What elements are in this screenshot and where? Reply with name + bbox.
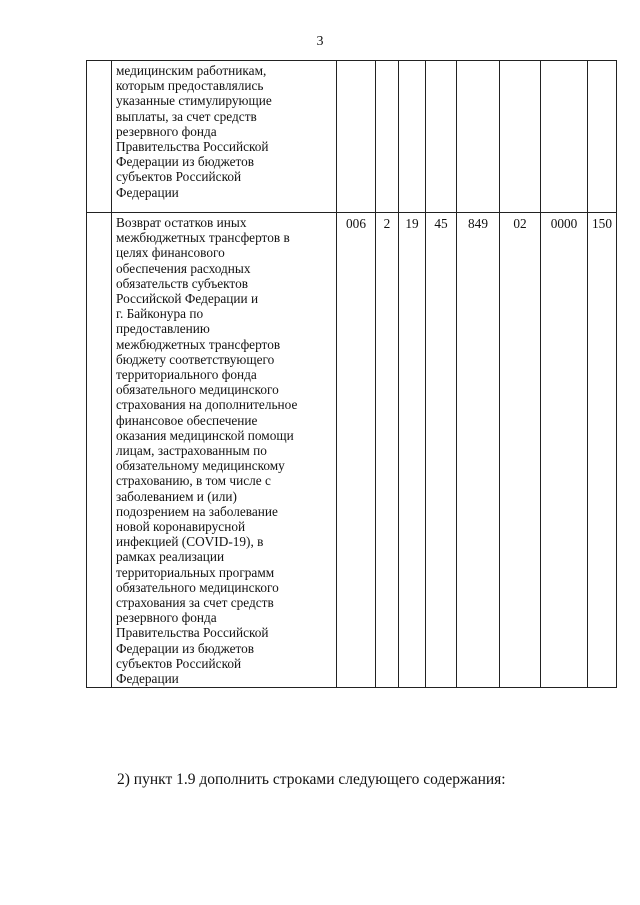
table-cell-code: 02 (500, 213, 541, 688)
description-line: Возврат остатков иных (116, 215, 247, 230)
description-line: резервного фонда (116, 610, 217, 626)
table-cell-code: 0000 (541, 213, 588, 688)
description-line: лицам, застрахованным по (116, 443, 267, 459)
table-cell-code (337, 61, 376, 213)
description-line: обязательному медицинскому (116, 458, 285, 474)
description-line: предоставлению (116, 321, 210, 337)
description-line: Правительства Российской (116, 625, 269, 641)
description-line: подозрением на заболевание (116, 503, 278, 519)
description-line: территориального фонда (116, 367, 257, 383)
description-line: субъектов Российской (116, 655, 242, 671)
description-line: территориальных программ (116, 564, 275, 580)
description-line: межбюджетных трансфертов в (116, 230, 290, 246)
description-line: обязательств субъектов (116, 275, 248, 291)
page-number: 3 (316, 34, 324, 49)
table-cell-code (500, 61, 541, 213)
description-line: резервного фонда (116, 123, 217, 139)
table-cell-code: 150 (588, 213, 617, 688)
description-line: Федерации из бюджетов (116, 154, 255, 170)
table-cell-empty (87, 61, 112, 213)
description-line: медицинским работникам, (116, 63, 267, 78)
description-line: рамках реализации (116, 549, 225, 565)
description-line: Федерации (116, 671, 179, 687)
description-line: страхования на дополнительное (116, 397, 298, 413)
description-line: обязательного медицинского (116, 382, 279, 398)
table-cell-code (426, 61, 457, 213)
table-cell-code (541, 61, 588, 213)
table-cell-code (588, 61, 617, 213)
table-cell-code: 2 (376, 213, 399, 688)
description-line: межбюджетных трансфертов (116, 336, 281, 352)
table-cell-empty (87, 213, 112, 688)
description-line: Правительства Российской (116, 139, 269, 155)
description-line: бюджету соответствующего (116, 351, 275, 367)
table-cell-code (399, 61, 426, 213)
table-cell-code: 19 (399, 213, 426, 688)
description-line: Федерации (116, 184, 179, 200)
description-line: новой коронавирусной (116, 519, 246, 535)
table-cell-code: 006 (337, 213, 376, 688)
description-line: финансовое обеспечение (116, 412, 258, 428)
table-row (87, 213, 617, 688)
description-line: обеспечения расходных (116, 260, 251, 276)
description-line: субъектов Российской (116, 169, 242, 185)
amendment-note: 2) пункт 1.9 дополнить строками следующего содержания: (117, 771, 506, 788)
description-line: оказания медицинской помощи (116, 427, 294, 443)
budget-classification-table (86, 60, 617, 688)
table-cell-code (457, 61, 500, 213)
table-cell-code (376, 61, 399, 213)
description-line: обязательного медицинского (116, 579, 279, 595)
description-line: страхования за счет средств (116, 595, 274, 611)
description-line: г. Байконура по (116, 306, 204, 322)
table-cell-description (112, 213, 337, 688)
table-cell-description (112, 61, 337, 213)
description-line: которым предоставлялись (116, 78, 264, 94)
table-row (87, 61, 617, 213)
description-line: Российской Федерации и (116, 291, 259, 307)
table-cell-code: 45 (426, 213, 457, 688)
description-line: страхованию, в том числе с (116, 473, 271, 489)
description-line: целях финансового (116, 245, 225, 261)
description-line: Федерации из бюджетов (116, 640, 255, 656)
table-cell-code: 849 (457, 213, 500, 688)
description-line: выплаты, за счет средств (116, 108, 257, 124)
description-line: заболеванием и (или) (116, 488, 237, 504)
description-line: инфекцией (COVID-19), в (116, 534, 264, 550)
description-line: указанные стимулирующие (116, 93, 272, 109)
